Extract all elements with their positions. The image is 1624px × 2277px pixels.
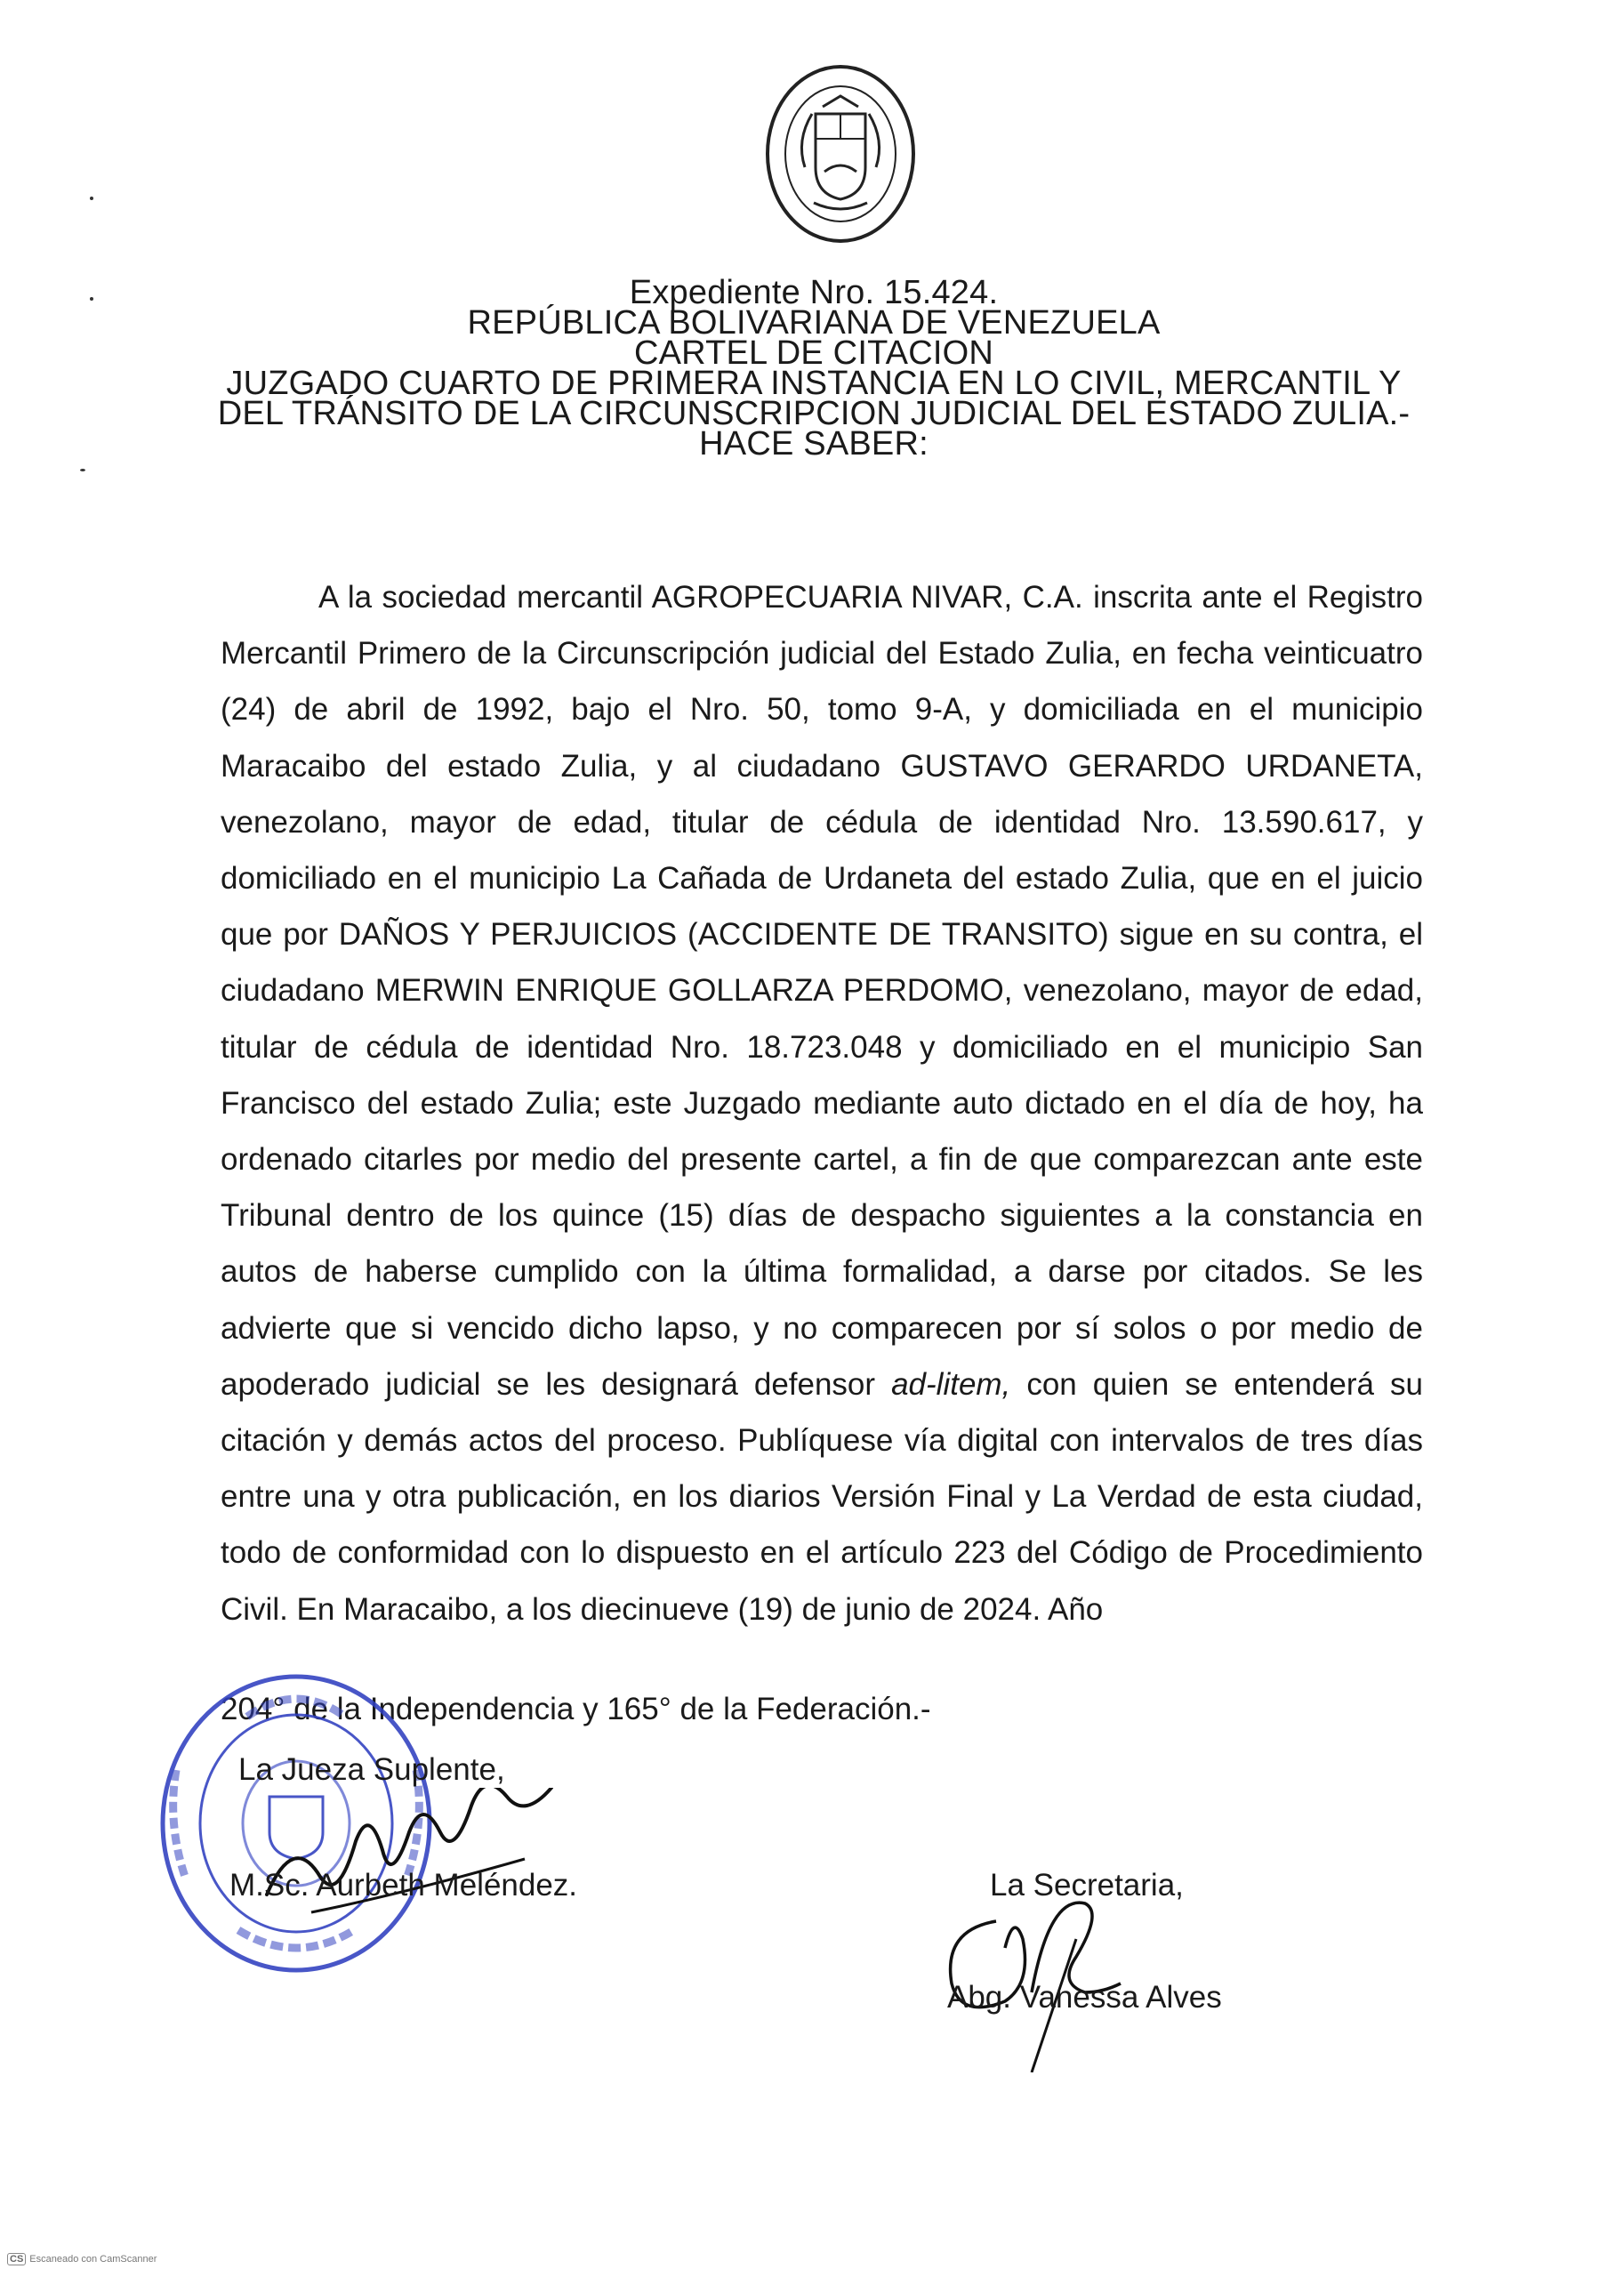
secretary-name: Abg. Vanessa Alves bbox=[947, 1980, 1222, 2015]
judge-title: La Jueza Suplente, bbox=[238, 1752, 505, 1787]
closing-line: 204° de la Independencia y 165° de la Federación.- bbox=[221, 1692, 931, 1726]
scan-mark bbox=[80, 469, 85, 471]
ad-litem-term: ad-litem, bbox=[891, 1366, 1011, 1402]
document-heading bbox=[213, 274, 1414, 463]
cartel-title: CARTEL DE CITACION bbox=[633, 334, 994, 372]
scanner-watermark bbox=[7, 2253, 157, 2265]
secretary-signature-stroke bbox=[925, 1886, 1192, 2072]
scan-mark bbox=[90, 297, 93, 301]
coat-of-arms-seal bbox=[760, 60, 921, 247]
secretary-signature bbox=[925, 1886, 1192, 2072]
republic-title: REPÚBLICA BOLIVARIANA DE VENEZUELA bbox=[467, 304, 1161, 342]
judge-name: M.Sc. Aurbeth Meléndez. bbox=[229, 1868, 578, 1903]
camscanner-logo-icon: CS bbox=[7, 2253, 26, 2265]
court-name-line-1: JUZGADO CUARTO DE PRIMERA INSTANCIA EN LO CIVIL, MERCANTIL Y bbox=[226, 365, 1402, 402]
scanner-watermark-text: Escaneado con CamScanner bbox=[29, 2254, 157, 2265]
secretary-title: La Secretaria, bbox=[990, 1868, 1184, 1903]
expediente-number: Expediente Nro. 15.424. bbox=[629, 274, 999, 311]
court-name-line-2: DEL TRÁNSITO DE LA CIRCUNSCRIPCION JUDICIAL DEL ESTADO ZULIA.- bbox=[217, 395, 1411, 432]
paragraph-text-part-1: A la sociedad mercantil AGROPECUARIA NIVAR, C.A. inscrita ante el Registro Mercantil Primero de la Circunscripción judicial del Estado Zulia, en fecha veinticuatro (24) de abril de 1992, bajo el Nro. 50, tomo 9-A, y domiciliada en el municipio Maracaibo del estado Zulia, y al ciudadano GUSTAVO GERARDO URDANETA, venezolano, mayor de edad, titular de cédula de identidad Nro. 13.590.617, y domiciliado en el municipio La Cañada de Urdaneta del estado Zulia, que en el juicio que por DAÑOS Y PERJUICIOS (ACCIDENTE DE TRANSITO) sigue en su contra, el ciudadano MERWIN ENRIQUE GOLLARZA PERDOMO, venezolano, mayor de edad, titular de cédula de identidad Nro. 18.723.048 y domiciliado en el municipio San Francisco del estado Zulia; este Juzgado mediante auto dictado en el día de hoy, ha ordenado citarles por medio del presente cartel, a fin de que comparezcan ante este Tribunal dentro de los quince (15) días de despacho siguientes a la constancia en autos de haberse cumplido con la última formalidad, a darse por citados. Se les advierte que si vencido dicho lapso, y no comparecen por sí solos o por medio de apoderado judicial se les designará defensor bbox=[221, 580, 1423, 1402]
scan-mark bbox=[90, 197, 93, 200]
hace-saber: HACE SABER: bbox=[699, 425, 929, 463]
citation-body bbox=[221, 569, 1423, 1637]
paragraph-text-part-2: con quien se entenderá su citación y demás actos del proceso. Publíquese vía digital con intervalos de tres días entre una y otra publicación, en los diarios Versión Final y La Verdad de esta ciudad, todo de conformidad con lo dispuesto en el artículo 223 del Código de Procedimiento Civil. En Maracaibo, a los diecinueve (19) de junio de 2024. Año bbox=[221, 1366, 1423, 1627]
citation-paragraph bbox=[221, 569, 1423, 1637]
coat-of-arms-seal-graphic bbox=[760, 60, 921, 247]
